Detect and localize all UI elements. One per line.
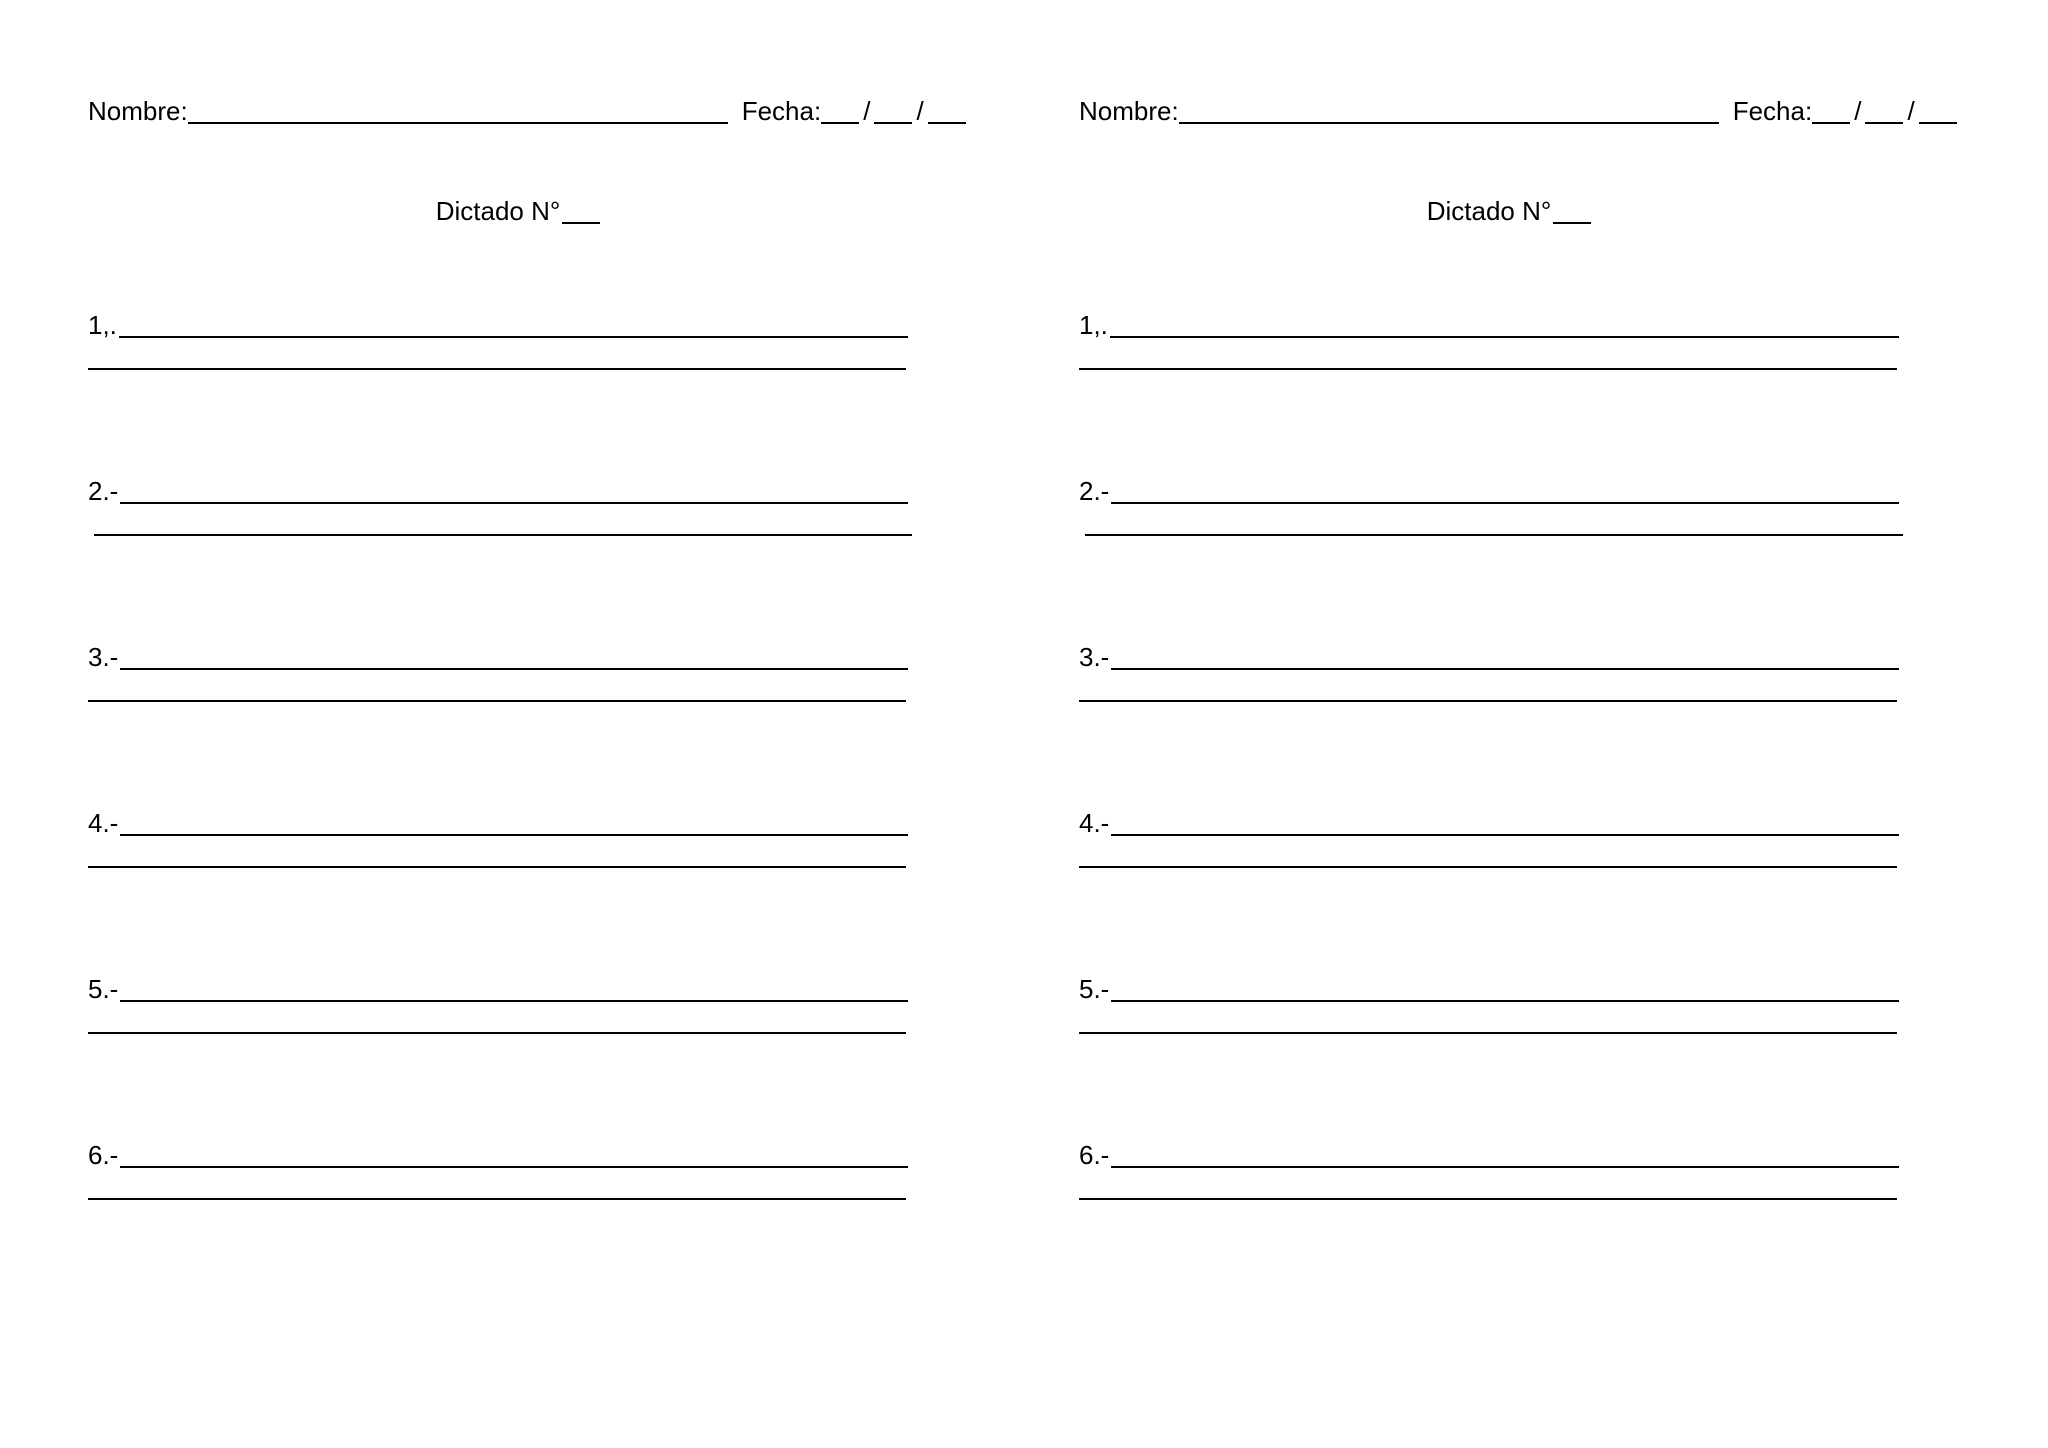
list-item	[1079, 306, 1899, 416]
day-blank	[1812, 100, 1850, 124]
answer-line	[1111, 814, 1899, 836]
answer-line-continuation	[88, 368, 906, 370]
list-item	[1079, 804, 1899, 914]
answer-line	[120, 482, 908, 504]
list-item	[1079, 638, 1899, 748]
list-item	[88, 970, 908, 1080]
list-item	[88, 804, 908, 914]
answer-line	[119, 316, 908, 338]
answer-line-continuation	[88, 700, 906, 702]
answer-line-continuation	[1079, 368, 1897, 370]
list-item	[1079, 970, 1899, 1080]
year-blank	[1919, 100, 1957, 124]
answer-line-continuation	[88, 1198, 906, 1200]
sheet-title: Dictado N°	[435, 196, 561, 226]
list-item	[88, 1136, 908, 1246]
answer-line	[1111, 482, 1899, 504]
list-item	[1079, 1136, 1899, 1246]
item-number: 2.-	[1079, 476, 1110, 506]
name-label: Nombre:	[88, 96, 188, 126]
item-number: 4.-	[1079, 808, 1110, 838]
item-number: 5.-	[88, 974, 119, 1004]
date-slash: /	[916, 96, 924, 126]
sheet-title: Dictado N°	[1426, 196, 1552, 226]
list-item	[88, 472, 908, 582]
item-number: 1,.	[88, 310, 117, 340]
item-number: 6.-	[1079, 1140, 1110, 1170]
answer-line-continuation	[94, 534, 912, 536]
item-number: 6.-	[88, 1140, 119, 1170]
list-item	[88, 638, 908, 748]
answer-line	[1111, 648, 1899, 670]
answer-line	[1111, 980, 1899, 1002]
list-item	[1079, 472, 1899, 582]
answer-line	[120, 814, 908, 836]
answer-line-continuation	[1079, 700, 1897, 702]
name-blank	[1179, 100, 1719, 124]
answer-line-continuation	[88, 1032, 906, 1034]
name-label: Nombre:	[1079, 96, 1179, 126]
title-number-blank	[1553, 200, 1591, 224]
answer-line-continuation	[1079, 1198, 1897, 1200]
item-number: 3.-	[1079, 642, 1110, 672]
answer-line-continuation	[1079, 866, 1897, 868]
header-row	[1079, 88, 1959, 124]
date-slash: /	[1854, 96, 1862, 126]
year-blank	[928, 100, 966, 124]
month-blank	[874, 100, 912, 124]
title-row	[1079, 198, 1939, 224]
answer-line	[1111, 1146, 1899, 1168]
answer-line	[1110, 316, 1899, 338]
name-blank	[188, 100, 728, 124]
item-number: 1,.	[1079, 310, 1108, 340]
header-row	[88, 88, 968, 124]
item-number: 3.-	[88, 642, 119, 672]
date-slash: /	[863, 96, 871, 126]
title-row	[88, 198, 948, 224]
dictation-sheet-right	[1079, 0, 1959, 1300]
date-slash: /	[1907, 96, 1915, 126]
dictation-sheet-left	[88, 0, 968, 1300]
answer-line	[120, 980, 908, 1002]
answer-line-continuation	[1079, 1032, 1897, 1034]
answer-line-continuation	[88, 866, 906, 868]
date-label: Fecha:	[741, 96, 822, 126]
title-number-blank	[562, 200, 600, 224]
answer-line	[120, 648, 908, 670]
day-blank	[821, 100, 859, 124]
answer-line-continuation	[1085, 534, 1903, 536]
date-label: Fecha:	[1732, 96, 1813, 126]
item-number: 5.-	[1079, 974, 1110, 1004]
answer-line	[120, 1146, 908, 1168]
list-item	[88, 306, 908, 416]
month-blank	[1865, 100, 1903, 124]
item-number: 2.-	[88, 476, 119, 506]
item-number: 4.-	[88, 808, 119, 838]
